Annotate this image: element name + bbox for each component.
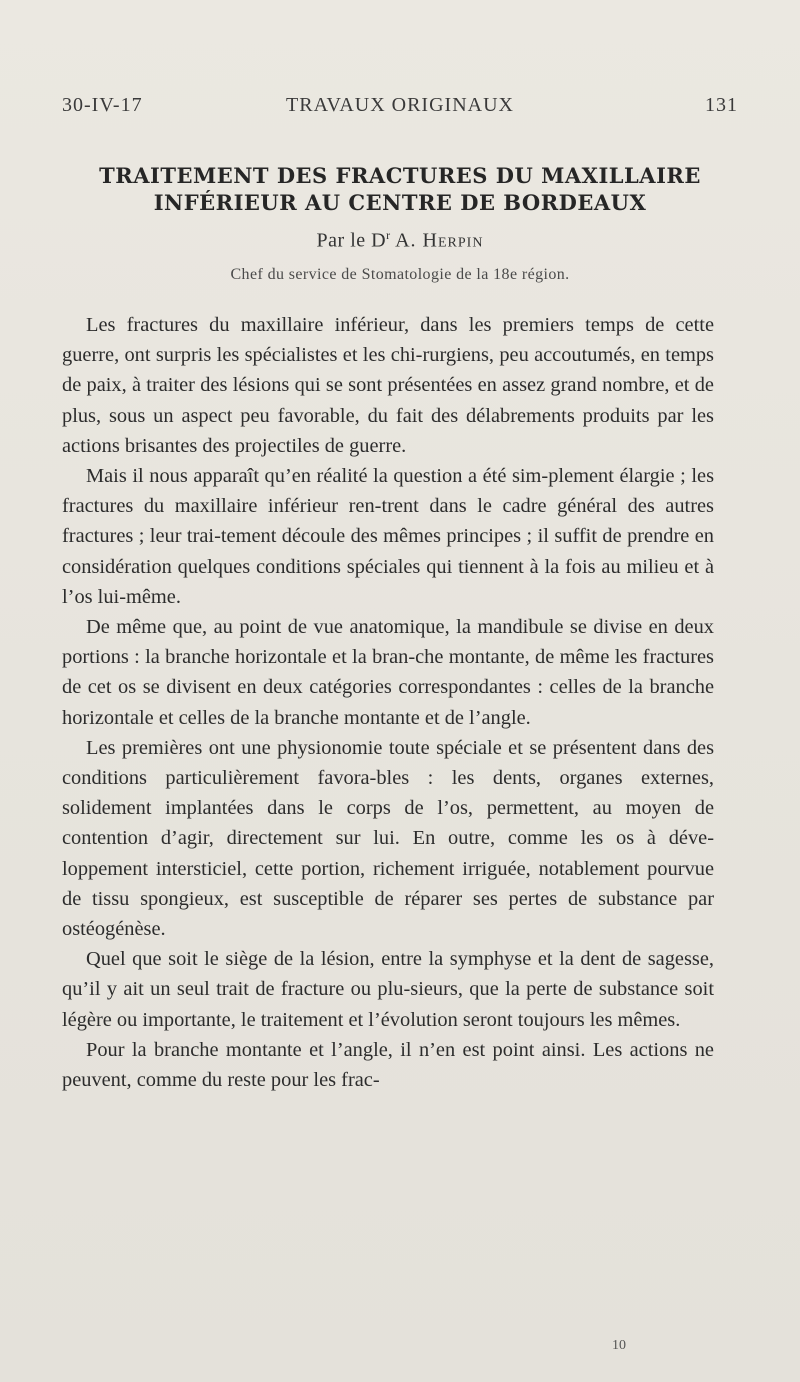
author-prefix: Par le D [316, 229, 387, 252]
running-header [62, 94, 738, 124]
author-title-sup: r [386, 228, 391, 242]
article-title [40, 162, 760, 216]
article-body [62, 310, 714, 1095]
paragraph: Les fractures du maxillaire inférieur, dans les premiers temps de cette guerre, ont surpris les spécialistes et les chi-rurgiens, peu accoutumés, en temps de paix, à traiter des lésions qui se sont présentées en assez grand nombre, et de plus, sous un aspect peu favorable, du fait des délabrements produits par les actions brisantes des projectiles de guerre. [62, 314, 714, 457]
paragraph: Pour la branche montante et l’angle, il n’en est point ainsi. Les actions ne peuvent, comme du reste pour les frac- [62, 1038, 714, 1092]
header-section: TRAVAUX ORIGINAUX [286, 94, 514, 116]
paragraph: Mais il nous apparaît qu’en réalité la question a été sim-plement élargie ; les fractures du maxillaire inférieur ren-trent dans le cadre général des autres fractures ; leur trai-tement découle des mêmes principes ; il suffit de prendre en considération quelques conditions spéciales qui tiennent à la fois au milieu et à l’os lui-même. [62, 465, 714, 608]
signature-mark: 10 [612, 1338, 626, 1353]
author-affiliation: Chef du service de Stomatologie de la 18e région. [230, 266, 570, 283]
paragraph: Les premières ont une physionomie toute spéciale et se présentent dans des conditions particulièrement favora-bles : les dents, organes externes, solidement implantées dans le corps de l’os, permettent, au moyen de contention d’agir, directement sur lui. En outre, comme les os à déve-loppement intersticiel, cette portion, richement irriguée, notablement pourvue de tissu spongieux, est susceptible de réparer ses pertes de substance par ostéogénèse. [62, 736, 714, 941]
title-line-1: TRAITEMENT DES FRACTURES DU MAXILLAIRE [99, 163, 701, 188]
author-line [0, 228, 800, 253]
paragraph: Quel que soit le siège de la lésion, entre la symphyse et la dent de sagesse, qu’il y ait un seul trait de fracture ou plu-sieurs, que la perte de substance soit légère ou importante, le traitement et l’évolution seront toujours les mêmes. [62, 948, 714, 1031]
header-date: 30-IV-17 [62, 94, 143, 116]
author-name: A. Herpin [395, 229, 484, 252]
header-page-number: 131 [705, 94, 738, 116]
paragraph: De même que, au point de vue anatomique, la mandibule se divise en deux portions : la branche horizontale et la bran-che montante, de même les fractures de cet os se divisent en deux catégories correspondantes : celles de la branche horizontale et celles de la branche montante et de l’angle. [62, 616, 714, 729]
title-line-2: INFÉRIEUR AU CENTRE DE BORDEAUX [153, 190, 647, 215]
